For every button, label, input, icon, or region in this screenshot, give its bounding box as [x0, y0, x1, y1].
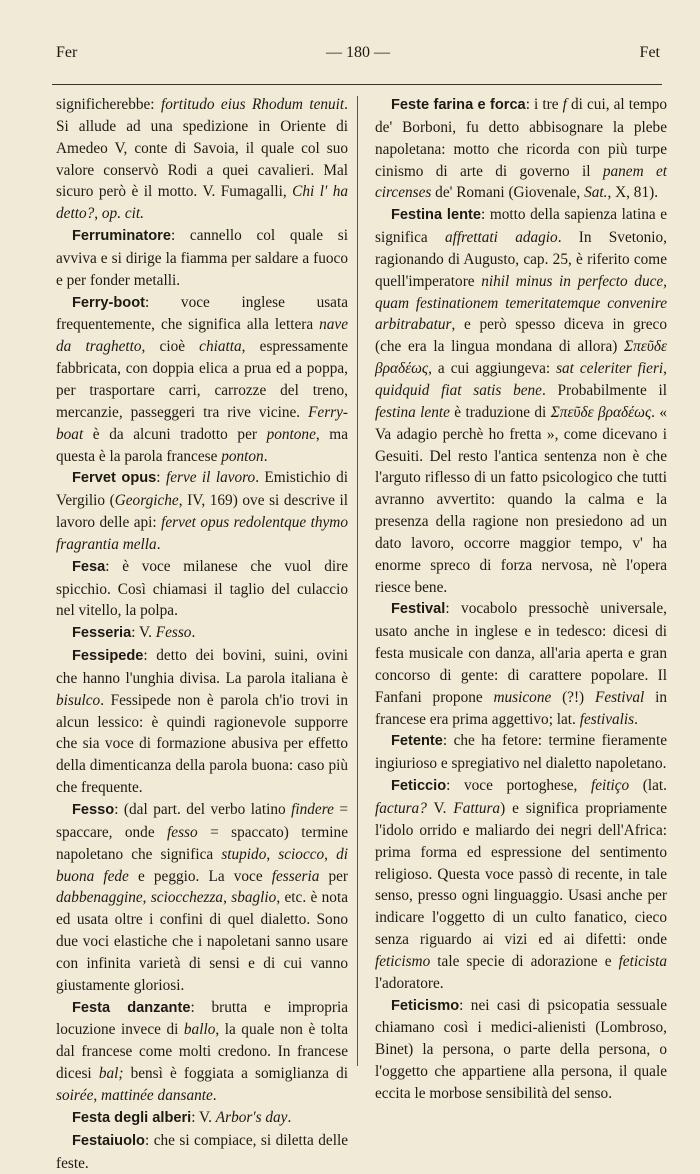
entry-text: : è voce milanese che vuol dire spicchio. Così chiamasi il taglio del culaccio nel vitello, la polpa. — [56, 557, 348, 620]
italic-text: bal; — [98, 1065, 124, 1083]
entry-headword: Festaiuolo — [72, 1132, 145, 1149]
entry-text: . Si allude ad una spedizione in Oriente di Amedeo V, conte di Savoia, il quale col suo valore conservò Rodi a quei cavalieri. Mal sicuro però è il motto. V. Fumagalli, — [56, 96, 348, 201]
entry-text: e peggio. La voce — [128, 867, 272, 885]
dictionary-entry — [56, 799, 348, 997]
italic-text: Fattura — [453, 800, 501, 817]
dictionary-entry — [56, 1130, 348, 1174]
italic-text: panem et circenses — [375, 162, 667, 202]
entry-text: . — [156, 535, 161, 553]
page-number: — 180 — — [326, 44, 390, 61]
italic-text: Σπεῦδε βραδέως — [550, 403, 652, 421]
entry-text: , — [223, 889, 232, 907]
dictionary-entry — [375, 730, 667, 775]
entry-text: , la quale non è tolta dal francese come molti credono. In francese dicesi — [56, 1021, 348, 1083]
entry-text: = spaccare, onde — [56, 801, 349, 841]
italic-text: feticismo — [375, 952, 431, 970]
entry-text: : voce portoghese, — [446, 777, 591, 795]
left-column — [56, 94, 348, 1174]
dictionary-entry — [56, 292, 348, 468]
entry-text: : nei casi di psicopatia sessuale chiamano così i medici-alienisti (Lombroso, Binet) la persona, o parte della persona, o l'oggetto che appartiene alla persona, il quale eccita le morbose sensibilità del senso. — [375, 996, 667, 1102]
entry-headword: Ferry-boot — [72, 294, 145, 311]
dictionary-entry — [375, 775, 667, 994]
dictionary-entry — [56, 94, 348, 225]
entry-text: , e però spesso diceva in greco (che era la lingua mondana di allora) — [375, 316, 667, 356]
italic-text: stupido — [221, 845, 267, 863]
dictionary-entry — [375, 204, 667, 598]
italic-text: Sat. — [584, 184, 608, 202]
entry-text: . — [634, 710, 638, 728]
italic-text: festina lente — [375, 403, 450, 421]
entry-headword: Feticcio — [391, 778, 447, 795]
italic-text: nave da traghetto — [56, 316, 348, 356]
italic-text: mattinée dansante — [101, 1086, 213, 1104]
entry-headword: Festina lente — [391, 207, 481, 224]
italic-text: findere — [291, 801, 334, 818]
entry-headword: Fetente — [391, 733, 443, 750]
italic-text: bisulco — [56, 691, 101, 709]
italic-text: ponton — [221, 447, 264, 465]
column-divider — [357, 96, 358, 1066]
entry-text: V. — [426, 800, 454, 817]
entry-text: . — [287, 1108, 292, 1126]
entry-text: : motto della sapienza latina e significa — [375, 206, 668, 247]
entry-text: ) e significa propriamente l'idolo orrido e maliardo dei negri dell'Africa: prima forma ed espressione del sentimento religioso. Questa voce passò di recente, in tale senso, presso ogni linguaggio. Usasi anche per indicare l'oggetto di un culto fanatico, cieco senza riguardo ai vizi ed ai difetti: onde — [375, 800, 667, 949]
italic-text: ballo — [183, 1021, 216, 1039]
entry-headword: Festa danzante — [72, 999, 191, 1016]
entry-text: : che ha fetore: termine fieramente ingiurioso e spregiativo nel dialetto napoletano. — [375, 732, 667, 773]
entry-headword: Fervet opus — [72, 470, 157, 487]
italic-text: festivalis — [579, 710, 635, 728]
entry-text: : V. — [191, 1108, 216, 1126]
entry-text: , ma questa è la parola francese — [56, 425, 348, 465]
entry-headword: Feste farina e forca — [391, 97, 526, 113]
italic-text: Ferry-boat — [56, 403, 348, 443]
entry-text: , — [93, 1086, 102, 1104]
dictionary-entry — [375, 94, 667, 204]
entry-headword: Feticismo — [391, 997, 460, 1014]
entry-text: : (dal part. del verbo latino — [114, 801, 292, 818]
entry-text: . — [191, 624, 196, 642]
italic-text: di buona fede — [56, 845, 349, 885]
dictionary-entry — [56, 225, 348, 292]
entry-text: . Probabilmente il — [541, 381, 667, 399]
entry-headword: Fesseria — [72, 625, 132, 642]
entry-text: : V. — [131, 624, 156, 642]
header-rule — [52, 84, 662, 85]
dictionary-entry — [56, 997, 348, 1107]
italic-text: affrettati adagio — [444, 229, 558, 247]
entry-text: , — [142, 889, 151, 907]
entry-text: , etc. è nota ed usata oltre i confini di quel dialetto. Sono due voci elastiche che i napoletani sanno usare con infinita varietà di sensi e di cui vanno giustamente gloriosi. — [56, 889, 348, 994]
entry-text: : vocabolo pressochè universale, usato anche in inglese e in tedesco: dicesi di festa musicale con danza, all'aria aperta e gran concorso di gente: di carattere popolare. Il Fanfani propone — [375, 600, 667, 706]
entry-headword: Fessipede — [72, 648, 144, 665]
dictionary-entry — [56, 645, 348, 799]
entry-text: . Emistichio di Vergilio ( — [56, 469, 349, 510]
italic-text: fesso — [167, 823, 198, 841]
entry-text: , cioè — [141, 338, 200, 356]
italic-text: nihil minus in perfecto duce, quam festinationem temeritatemque convenire arbitrabatur — [375, 272, 668, 334]
italic-text: feticista — [618, 952, 667, 970]
entry-text: , IV, 169) ove si descrive il lavoro delle api: — [56, 492, 348, 532]
right-column — [375, 94, 667, 1105]
entry-text: , X, 81). — [607, 184, 659, 202]
entry-text: tale specie di adorazione e — [430, 952, 619, 970]
entry-text: per — [319, 867, 349, 885]
italic-text: feitiço — [590, 777, 630, 795]
entry-text: : brutta e impropria locuzione invece di — [56, 998, 349, 1039]
entry-text: de' Romani (Giovenale, — [431, 184, 585, 202]
entry-text: : — [156, 469, 166, 487]
italic-text: soirée — [56, 1086, 94, 1104]
italic-text: sciocchezza — [150, 889, 224, 907]
dictionary-entry — [56, 467, 348, 555]
italic-text: Arbor's day — [215, 1108, 288, 1126]
italic-text: Festival — [594, 688, 645, 706]
entry-text: , — [324, 845, 337, 863]
entry-text: (?!) — [551, 688, 595, 706]
entry-headword: Fesa — [72, 558, 106, 575]
entry-text: (lat. — [629, 777, 667, 795]
entry-headword: Festa degli alberi — [72, 1109, 192, 1126]
entry-headword: Ferruminatore — [72, 228, 171, 245]
entry-text: , espressamente fabbricata, con doppia elica a prua ed a poppa, per trasportare carri, carrozze del treno, mercanzie, passeggeri tra rive vicine. — [56, 338, 348, 421]
dictionary-entry — [375, 598, 667, 730]
entry-text: : che si compiace, si diletta delle feste. — [56, 1131, 348, 1172]
entry-text: l'adoratore. — [375, 974, 444, 992]
italic-text: Σπεῦδε βραδέως — [375, 338, 667, 378]
entry-text: di cui, al tempo de' Borboni, fu detto abbisognare la plebe napoletana: motto che ricorda con più turpe cinismo di arte di governo il — [375, 96, 667, 180]
italic-text: sat celeriter fieri, quidquid fiat satis bene — [375, 360, 667, 399]
entry-text: . — [263, 447, 268, 465]
italic-text: op. cit. — [101, 205, 144, 223]
italic-text: Fesso — [155, 624, 192, 642]
entry-text: è da alcuni tradotto per — [83, 425, 267, 443]
entry-text: , — [94, 205, 102, 223]
entry-text: = spaccato) termine napoletano che significa — [56, 823, 348, 863]
header-right-guide-word: Fet — [639, 44, 660, 61]
italic-text: sbaglio — [231, 889, 277, 907]
running-header — [56, 44, 660, 70]
entry-headword: Festival — [391, 601, 446, 618]
entry-text: . « Va adagio perchè ho fretta », come dicevano i Gesuiti. Del resto l'antica sentenza non è che l'arguto riflesso di un fatto psicologico che tutti avranno avvertito: quando la calma e la presenza della ragione non presiedono ad un dato lavoro, occorre maggior tempo, v' ha enorme spreco di forza nervosa, nè l'opera riesce bene. — [375, 403, 668, 596]
entry-text: : cannello col quale si avviva e si dirige la fiamma per saldare a fuoco e per fonder metalli. — [56, 227, 348, 289]
dictionary-entry — [56, 622, 348, 645]
entry-text: è traduzione di — [449, 403, 551, 421]
entry-text: . Fessipede non è parola ch'io trovi in alcun lessico: è quindi ragionevole supporre che sia voce di formazione abusiva per effetto della dimenticanza della parola buona: caso più che frequente. — [56, 691, 348, 797]
italic-text: Georgiche — [114, 492, 179, 510]
italic-text: sciocco — [278, 845, 325, 863]
italic-text: factura? — [375, 800, 427, 817]
italic-text: ferve il lavoro — [165, 469, 256, 487]
entry-text: : voce inglese usata frequentemente, che significa alla lettera — [56, 293, 348, 334]
dictionary-entry — [375, 995, 667, 1105]
entry-text: . In Svetonio, ragionando di Augusto, cap. 25, è riferito come quell'imperatore — [375, 229, 668, 290]
entry-text: : i tre — [525, 96, 563, 113]
italic-text: musicone — [493, 688, 552, 706]
italic-text: fesseria — [271, 867, 320, 885]
dictionary-entry — [56, 556, 348, 623]
italic-text: dabbenaggine — [56, 889, 143, 907]
entry-text: , a cui aggiungeva: — [428, 360, 557, 378]
italic-text: f — [562, 96, 567, 113]
italic-text: Chi l' ha detto? — [56, 183, 348, 223]
entry-text: , — [266, 845, 279, 863]
entry-text: : detto dei bovini, suini, ovini che hanno l'unghia divisa. La parola italiana è — [56, 647, 348, 687]
header-left-guide-word: Fer — [56, 44, 78, 61]
entry-text: significherebbe: — [56, 96, 161, 113]
entry-headword: Fesso — [72, 802, 115, 818]
italic-text: fortitudo eius Rhodum tenuit — [160, 96, 345, 113]
italic-text: chiatta — [199, 338, 242, 356]
italic-text: fervet opus redolentque thymo fragrantia mella — [56, 514, 349, 553]
italic-text: pontone — [266, 425, 316, 443]
entry-text: . — [212, 1086, 217, 1104]
dictionary-entry — [56, 1107, 348, 1130]
entry-text: bensì è foggiata a somiglianza di — [123, 1065, 348, 1083]
entry-text: in francese era prima aggettivo; lat. — [375, 688, 667, 728]
